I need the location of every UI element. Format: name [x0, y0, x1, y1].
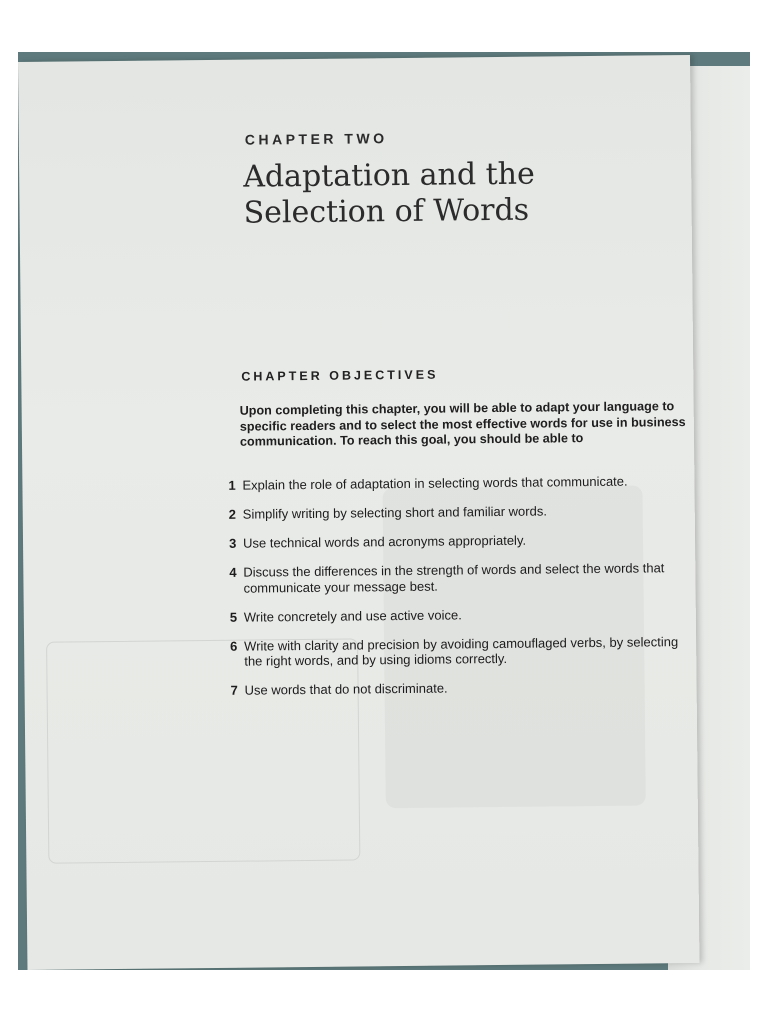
chapter-label: CHAPTER TWO: [244, 130, 388, 148]
chapter-title-line-1: Adaptation and the: [243, 156, 535, 195]
objective-text: Discuss the differences in the strength of words and select the words that communicate your message best.: [243, 560, 665, 596]
objectives-heading: CHAPTER OBJECTIVES: [241, 367, 439, 384]
objective-item: [230, 604, 698, 624]
objectives-intro: Upon completing this chapter, you will be able to adapt your language to specific readers and to select the most effective words for use in business communication. To reach this goal, you should be able to: [239, 399, 686, 449]
objective-item: [229, 502, 697, 522]
objectives-list: [228, 473, 698, 712]
objective-number: 4: [229, 564, 237, 580]
chapter-title: [243, 156, 624, 232]
objective-item: [229, 531, 697, 551]
objective-number: 3: [228, 535, 237, 551]
objective-item: [228, 473, 696, 493]
objective-item: [230, 633, 698, 669]
objective-text: Use technical words and acronyms appropriately.: [242, 532, 527, 551]
objective-number: 6: [230, 638, 238, 654]
chapter-title-line-2: Selection of Words: [243, 192, 530, 231]
objective-item: [231, 678, 699, 698]
objective-number: 2: [228, 506, 237, 522]
objective-text: Write with clarity and precision by avoiding camouflaged verbs, by selecting the right words, and by using idioms correctly.: [244, 633, 679, 669]
objective-text: Explain the role of adaptation in selecting words that communicate.: [242, 473, 628, 493]
objective-number: 7: [230, 682, 238, 698]
objective-text: Simplify writing by selecting short and familiar words.: [242, 503, 547, 522]
objective-number: 5: [229, 609, 238, 625]
objective-text: Use words that do not discriminate.: [244, 680, 448, 698]
objective-item: [229, 560, 697, 596]
objective-number: 1: [228, 477, 236, 493]
book-page: [18, 55, 699, 970]
objective-text: Write concretely and use active voice.: [243, 606, 462, 625]
book-photo: [18, 52, 750, 970]
